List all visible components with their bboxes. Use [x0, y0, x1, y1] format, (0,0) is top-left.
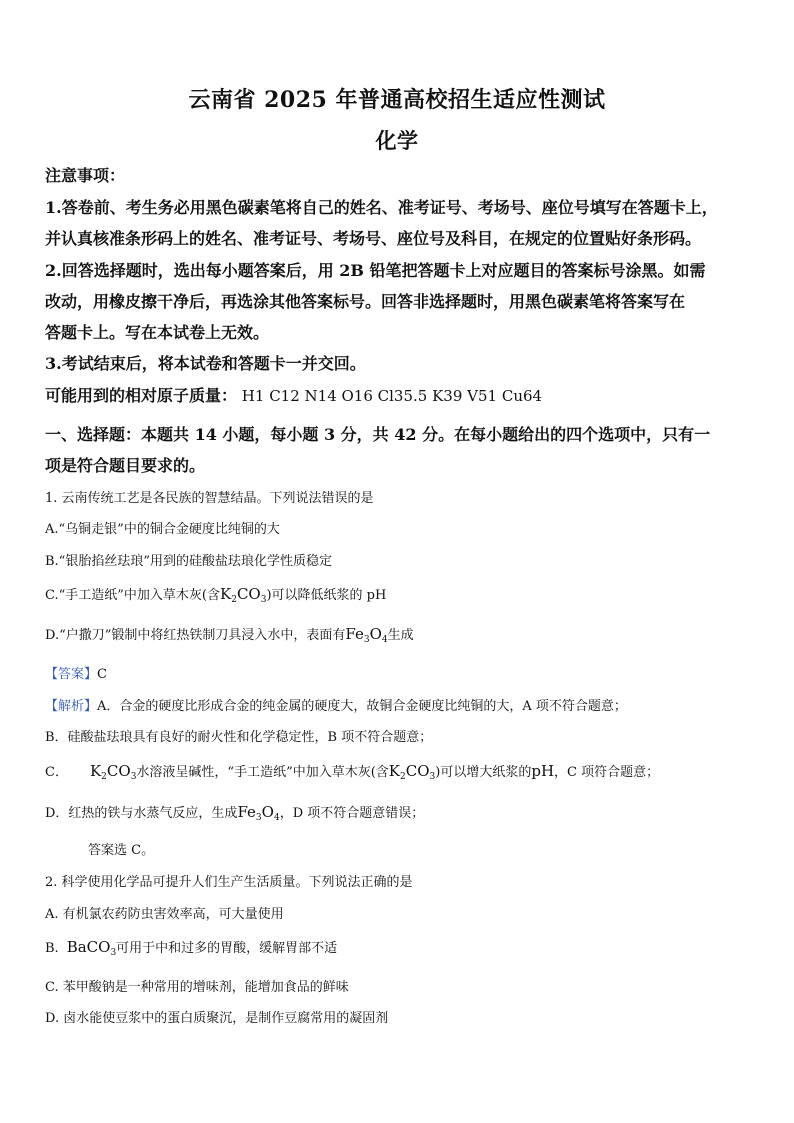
analysis-c-text: 水溶液呈碱性，“手工造纸”中加入草木灰(含 [136, 765, 389, 780]
notice-line-4: 改动，用橡皮擦干净后，再选涂其他答案标号。回答非选择题时，用黑色碳素笔将答案写在 [45, 292, 686, 311]
analysis-a-text: A．合金的硬度比形成合金的纯金属的硬度大，故铜合金硬度比纯铜的大，A 项不符合题意； [97, 699, 627, 714]
answer-value: C [97, 667, 107, 682]
notice-line-5: 答题卡上。写在本试卷上无效。 [45, 323, 270, 342]
q1-stem: 1. 云南传统工艺是各民族的智慧结晶。下列说法错误的是 [45, 491, 374, 506]
analysis-c-label: C． [45, 765, 68, 780]
q1-option-a: A.“乌铜走银”中的铜合金硬度比纯铜的大 [45, 522, 280, 537]
formula-k2co3: $K_2CO_3$ [388, 762, 436, 782]
atomic-mass-values: H1 C12 N14 O16 Cl35.5 K39 V51 Cu64 [241, 387, 543, 405]
q1-option-c-text-end: )可以降低纸浆的 pH [266, 588, 387, 603]
q1-option-d [45, 624, 414, 643]
analysis-c-text-2: )可以增大纸浆的 [435, 765, 532, 780]
formula-fe3o4: $Fe_3O_4$ [237, 803, 280, 823]
section-1-line-1: 一、选择题：本题共 14 小题，每小题 3 分，共 42 分。在每小题给出的四个选项中，只有一 [45, 425, 711, 444]
q1-analysis-c [45, 761, 659, 780]
q1-analysis-b: B．硅酸盐珐琅具有良好的耐火性和化学稳定性，B 项不符合题意； [45, 730, 433, 745]
q2-option-b-label: B. [45, 941, 59, 956]
q1-option-d-text: D.“户撒刀”锻制中将红热铁制刀具浸入水中，表面有 [45, 628, 346, 643]
exam-title: 云南省 2025 年普通高校招生适应性测试 [188, 87, 606, 113]
notice-line-6: 3.考试结束后，将本试卷和答题卡一并交回。 [45, 354, 366, 373]
q1-option-b: B.“银胎掐丝珐琅”用到的硅酸盐珐琅化学性质稳定 [45, 554, 332, 569]
q1-option-c-text: C.“手工造纸”中加入草木灰(含 [45, 588, 220, 603]
q2-option-c: C. 苯甲酸钠是一种常用的增味剂，能增加食品的鲜味 [45, 980, 349, 995]
q2-option-a: A. 有机氯农药防虫害效率高，可大量使用 [45, 907, 284, 922]
answer-tag: 【答案】 [45, 667, 98, 682]
atomic-mass-line [45, 383, 542, 406]
q1-conclusion: 答案选 C。 [88, 843, 155, 858]
analysis-c-text-end: ，C 项符合题意； [554, 765, 660, 780]
q2-stem: 2. 科学使用化学品可提升人们生产生活质量。下列说法正确的是 [45, 875, 413, 890]
q2-option-b [45, 937, 337, 956]
notice-line-3: 2.回答选择题时，选出每小题答案后，用 2B 铅笔把答题卡上对应题目的答案标号涂黑。如需 [45, 261, 706, 280]
q2-option-b-text: 可用于中和过多的胃酸，缓解胃部不适 [116, 941, 338, 956]
atomic-mass-label: 可能用到的相对原子质量： [45, 386, 238, 405]
notice-line-1: 1.答卷前、考生务必用黑色碳素笔将自己的姓名、准考证号、考场号、座位号填写在答题卡上， [45, 198, 718, 217]
q1-analysis-d [45, 802, 424, 821]
formula-k2co3: $K_2CO_3$ [219, 585, 267, 605]
notice-heading: 注意事项： [45, 166, 126, 185]
subject-title: 化学 [375, 128, 419, 153]
q2-option-d: D. 卤水能使豆浆中的蛋白质聚沉，是制作豆腐常用的凝固剂 [45, 1011, 389, 1026]
formula-k2co3: $K_2CO_3$ [89, 762, 137, 782]
analysis-d-text-end: ，D 项不符合题意错误； [279, 806, 425, 821]
q1-option-c [45, 584, 386, 603]
q1-analysis-a [45, 695, 627, 714]
formula-baco3: BaCO$_3$ [66, 938, 117, 958]
q1-option-d-text-end: 生成 [387, 628, 414, 643]
ph-symbol: pH [531, 762, 555, 780]
analysis-d-text: D．红热的铁与水蒸气反应，生成 [45, 806, 238, 821]
q1-answer [45, 663, 107, 682]
analysis-tag: 【解析】 [45, 699, 98, 714]
notice-line-2: 并认真核准条形码上的姓名、准考证号、考场号、座位号及科目，在规定的位置贴好条形码。 [45, 229, 702, 248]
section-1-line-2: 项是符合题目要求的。 [45, 456, 206, 475]
formula-fe3o4: $Fe_3O_4$ [345, 625, 388, 645]
